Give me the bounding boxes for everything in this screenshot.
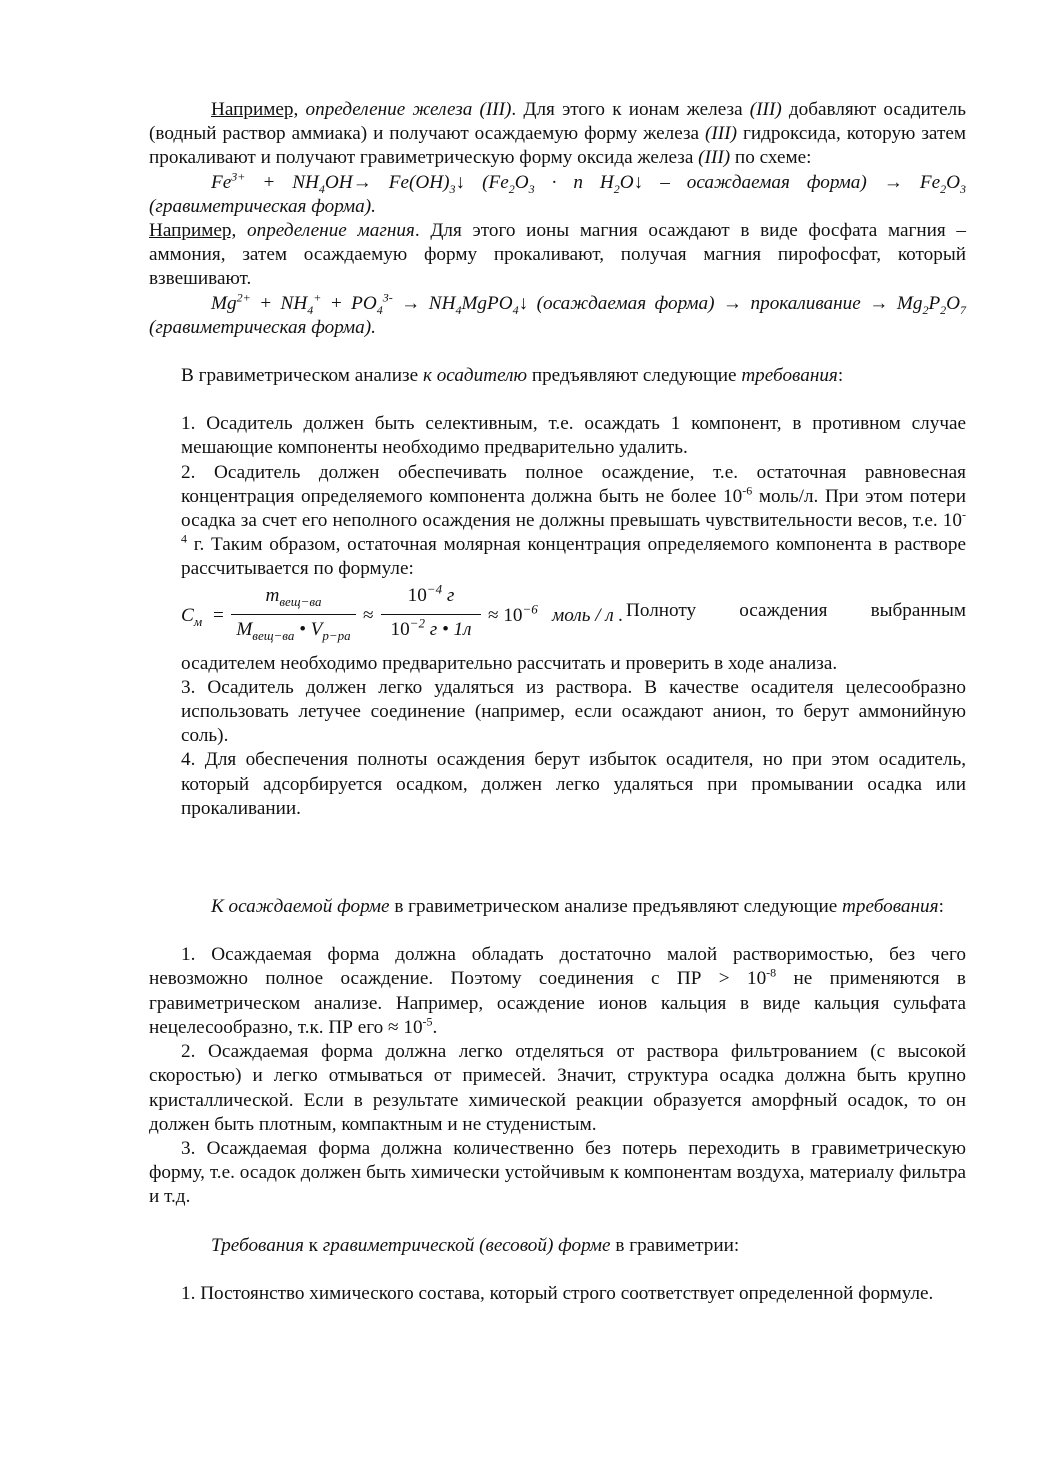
list-item: 4. Для обеспечения полноты осаждения берут избыток осадителя, но при этом осадитель, который адсорбируется осадком, должен легко удаляться при промывании осадка или прокаливании. [181,749,966,819]
lead-example-magnesium: Например, [149,220,237,242]
list-item: 1. Осадитель должен быть селективным, т.е. осаждать 1 компонент, в противном случае мешающие компоненты необходимо предварительно удалить. [181,413,966,459]
concentration-formula: $C_м$ = $m_{вещ-ва}$ $M_{вещ-ва}$ • $V_{р-ра}$ ≈ $10^{-4}$ г $10^{-2}$ г • 1л ≈ $10^{-6}$ моль / л . Полноту осаждения выбранным [181,584,966,652]
precipitant-requirements-list [149,412,966,821]
document-page [149,98,966,1306]
topic-iron: определение железа (III) [305,99,512,120]
lead-example-iron: Например, [211,99,299,120]
requirements-heading-precipitated-form: К осаждаемой форме в гравиметрическом анализе предъявляют следующие требования: [211,896,944,918]
list-item: 2. Осадитель должен обеспечивать полное осаждение, т.е. остаточная равновесная концентрация определяемого компонента должна быть не более $10^{-6}$ моль/л. При этом потери осадка за счет его неполного осаждения не должны превышать чувствительности весов, т.е. $10^{-4}$ г. Таким образом, остаточная молярная концентрация определяемого компонента в растворе рассчитывается по формуле: [181,461,966,580]
formula-expression: $C_м$ = $m_{вещ-ва}$ $M_{вещ-ва}$ • $V_{р-ра}$ ≈ $10^{-4}$ г $10^{-2}$ г • 1л ≈ $10^{-6}$ моль / л . [181,581,624,643]
list-item: 2. Осаждаемая форма должна легко отделяться от раствора фильтрованием (с высокой скоростью) и легко отмываться от примесей. Значит, структура осадка должна быть крупно кристаллической. Если в результате химической реакции образуется аморфный осадок, то он должен быть плотным, компактным и не студенистым. [149,1041,966,1135]
paragraph-magnesium: Например, определение магния. Для этого ионы магния осаждают в виде фосфата магния – аммония, затем осаждаемую форму прокаливают, получая магния пирофосфат, который взвешивают. [149,220,967,290]
requirements-heading-precipitant: В гравиметрическом анализе к осадителю предъявляют следующие требования: [181,365,844,387]
fraction-bar [231,614,356,615]
list-item: 3. Осаждаемая форма должна количественно без потерь переходить в гравиметрическую форму, т.е. осадок должен быть химически устойчивым к компонентам воздуха, материалу фильтра и т.д. [149,1137,966,1208]
list-item: 1. Осаждаемая форма должна обладать достаточно малой растворимостью, без чего невозможно полное осаждение. Поэтому соединения с ПР > $10^{-8}$ не применяются в гравиметрическом анализе. Например, осаждение ионов кальция в виде кальция сульфата нецелесообразно, т.к. ПР его ≈ $10^{-5}$. [149,944,966,1038]
equation-magnesium: $Mg^{2+} + NH_4^+ + PO_4^{3-}$ → $NH_4MgPO_4↓$ (осаждаемая форма) → прокаливание → $Mg_2P_2O_7$ (гравиметрическая форма). [149,290,967,338]
equation-iron: $Fe^{3+} + NH_4OH\to$ $Fe(OH)_3↓$ ($Fe_2O_3 \cdot n$ $H_2O↓$ – осаждаемая форма) → $Fe_2O_3$ (гравиметрическая форма). [149,169,966,217]
list-item: 1. Постоянство химического состава, который строго соответствует определенной формуле. [181,1282,934,1304]
topic-magnesium: определение магния [247,220,415,242]
paragraph-iron: Например, определение железа (III). Для этого к ионам железа (III) добавляют осадитель (водный раствор аммиака) и получают осаждаемую форму железа (III) гидроксида, которую затем прокаливают и получают гравиметрическую форму оксида железа (III) по схеме: [149,99,966,169]
list-item-continuation: осадителем необходимо предварительно рассчитать и проверить в ходе анализа. [181,652,838,674]
precipitated-form-requirements-list [149,943,966,1209]
list-item: 3. Осадитель должен легко удаляться из раствора. В качестве осадителя целесообразно использовать летучее соединение (например, если осаждают анион, то берут аммонийную соль). [181,676,966,747]
fraction-bar [381,614,481,615]
requirements-heading-gravimetric-form: Требования к гравиметрической (весовой) форме в гравиметрии: [211,1234,740,1256]
